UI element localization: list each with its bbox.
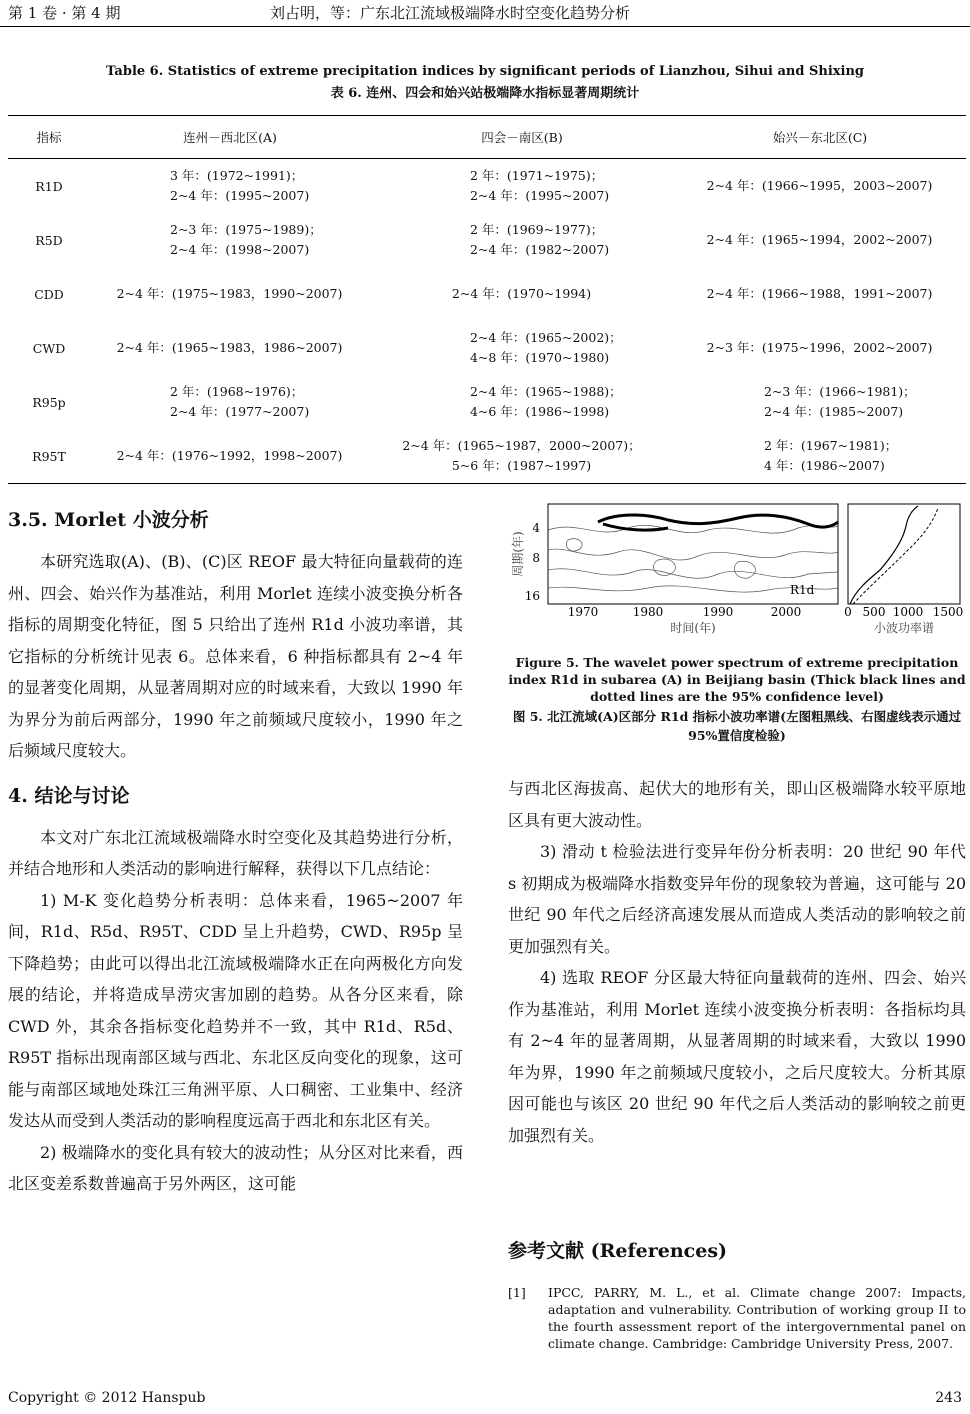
cell-line: 5~6 年：(1987~1997) xyxy=(451,458,592,473)
cell-b xyxy=(370,267,674,321)
cell-line: 2~4 年：(1970~1994) xyxy=(451,286,592,301)
cell-a xyxy=(90,159,370,214)
paragraph: 2) 极端降水的变化具有较大的波动性；从分区对比来看，西北区变差系数普遍高于另外两区，这可能 xyxy=(8,1142,463,1193)
copyright: Copyright © 2012 Hanspub xyxy=(8,1390,206,1406)
cell-line: 2 年：(1967~1981)； xyxy=(763,438,898,453)
cell-line: 2 年：(1968~1976)； xyxy=(170,384,304,399)
wavelet-figure xyxy=(508,500,966,642)
header-rule xyxy=(0,26,970,27)
col-header: 连州－西北区(A) xyxy=(90,116,370,159)
paragraph: 本研究选取(A)、(B)、(C)区 REOF 最大特征向量载荷的连州、四会、始兴作为基准站，利用 Morlet 连续小波变换分析各指标的周期变化特征，图 5 只给出了连州 R1d 小波功率谱，其它指标的分析统计见表 6。总体来看，6 种指标都具有 2~4 年的显著变化周期，从显著周期对应的时域来看，大致以 1990 年为界分为前后两部分，1990 年之前频域尺度较小，1990 年之后频域尺度较大。 xyxy=(8,552,463,760)
cell-line: 2~4 年：(1998~2007) xyxy=(170,242,310,257)
y-tick: 8 xyxy=(532,551,540,565)
cell-line: 2~4 年：(1965~2002)； xyxy=(469,330,622,345)
x-tick: 1980 xyxy=(632,605,664,619)
left-column xyxy=(8,505,463,1200)
cell-line: 2~4 年：(1965~1988)； xyxy=(469,384,622,399)
cell-line: 2~4 年：(1966~1995，2003~2007) xyxy=(706,178,933,193)
page-header xyxy=(0,0,970,30)
paragraph: 1) M-K 变化趋势分析表明：总体来看，1965~2007 年间，R1d、R5d、R95T、CDD 呈上升趋势，CWD、R95p 呈下降趋势；由此可以得出北江流域极端降水正在向两极化方向发展的结论，并将造成旱涝灾害加剧的趋势。从各分区来看，除 CWD 外，其余各指标变化趋势并不一致，其中 R1d、R5d、R95T 指标出现南部区域与西北、东北区反向变化的现象，这可能与南部区域地处珠江三角洲平原、人口稠密、工业集中、经济发达从而受到人类活动的影响程度远高于西北和东北区有关。 xyxy=(8,890,463,1130)
reference-text: IPCC, PARRY, M. L., et al. Climate change 2007: Impacts, adaptation and vulnerability. Contribution of working group II to the fourth assessment report of the intergovernmental panel on climate change. Cambridge: Cambridge University Press, 2007. xyxy=(548,1285,966,1351)
figure-caption-zh: 图 5. 北江流域(A)区部分 R1d 指标小波功率谱(左图粗黑线、右图虚线表示通过 95%置信度检验) xyxy=(512,709,962,743)
col-header: 指标 xyxy=(8,116,90,159)
cell-line: 4 年：(1986~2007) xyxy=(763,458,885,473)
cell-b xyxy=(370,429,674,484)
table-caption-zh: 表 6. 连州、四会和始兴站极端降水指标显著周期统计 xyxy=(330,86,640,101)
index-cell: CWD xyxy=(32,340,66,356)
cell-c xyxy=(674,321,966,375)
index-cell: R95T xyxy=(8,429,90,484)
power-tick: 500 xyxy=(862,605,886,619)
cell-line: 2~4 年：(1975~1983，1990~2007) xyxy=(116,286,343,301)
page-number: 243 xyxy=(935,1390,962,1406)
x-tick: 1970 xyxy=(567,605,599,619)
table-row xyxy=(8,213,966,267)
x-tick: 1990 xyxy=(702,605,734,619)
cell-b xyxy=(370,159,674,214)
paragraph: 本文对广东北江流域极端降水时空变化及其趋势进行分析，并结合地形和人类活动的影响进行解释，获得以下几点结论： xyxy=(8,827,463,878)
cell-a xyxy=(90,213,370,267)
cell-a xyxy=(90,375,370,429)
cell-line: 2~4 年：(1977~2007) xyxy=(170,404,310,419)
index-cell: R5D xyxy=(35,232,63,248)
confidence-curve xyxy=(853,508,938,604)
right-column xyxy=(508,773,966,1151)
cell-line: 2~3 年：(1966~1981)； xyxy=(763,384,916,399)
cell-line: 2~4 年：(1965~1987，2000~2007)； xyxy=(402,438,641,453)
journal-volume: 第 1 卷 · 第 4 期 xyxy=(8,4,121,22)
significance-contour xyxy=(598,515,838,530)
cell-line: 2 年：(1969~1977)； xyxy=(469,222,604,237)
references-heading: 参考文献 (References) xyxy=(508,1240,728,1262)
cell-b xyxy=(370,321,674,375)
cell-line: 2 年：(1971~1975)； xyxy=(469,168,604,183)
paragraph: 3) 滑动 t 检验法进行变异年份分析表明：20 世纪 90 年代 s 初期成为极端降水指数变异年份的现象较为普遍，这可能与 20 世纪 90 年代之后经济高速发展从而造成人类活动的影响较之前更加强烈有关。 xyxy=(508,842,966,956)
table-row xyxy=(8,159,966,214)
x-tick: 2000 xyxy=(770,605,802,619)
col-header: 始兴－东北区(C) xyxy=(674,116,966,159)
reference-number: [1] xyxy=(508,1285,526,1300)
cell-line: 2~4 年：(1966~1988，1991~2007) xyxy=(706,286,933,301)
cell-line: 3 年：(1972~1991)； xyxy=(170,168,304,183)
table-caption-en: Table 6. Statistics of extreme precipitation indices by significant periods of Lianzhou, Sihui and Shixing xyxy=(106,64,864,79)
cell-line: 4~6 年：(1986~1998) xyxy=(469,404,610,419)
cell-line: 2~4 年：(1995~2007) xyxy=(170,188,310,203)
cell-a xyxy=(90,321,370,375)
cell-line: 2~4 年：(1976~1992，1998~2007) xyxy=(116,448,343,463)
col-header: 四会－南区(B) xyxy=(370,116,674,159)
cell-line: 2~4 年：(1965~1994，2002~2007) xyxy=(706,232,933,247)
power-tick: 1000 xyxy=(892,605,924,619)
table-row xyxy=(8,267,966,321)
cell-c xyxy=(674,267,966,321)
x-axis-label: 时间(年) xyxy=(670,621,716,635)
stats-table xyxy=(8,115,966,484)
index-cell: R1D xyxy=(35,178,63,194)
paragraph: 4) 选取 REOF 分区最大特征向量载荷的连州、四会、始兴作为基准站，利用 Morlet 连续小波变换分析表明：各指标均具有 2~4 年的显著周期，从显著周期的时域来看，大致以 1990 年为界，1990 年之前频域尺度较小，之后尺度较大。分析其原因可能也与该区 20 世纪 90 年代之后人类活动的影响较之前更加强烈有关。 xyxy=(508,968,966,1145)
y-tick: 4 xyxy=(532,521,540,535)
cell-line: 2~4 年：(1985~2007) xyxy=(763,404,904,419)
table-header-row xyxy=(8,116,966,159)
cell-c xyxy=(674,429,966,484)
cell-c xyxy=(674,159,966,214)
cell-line: 2~3 年：(1975~1996，2002~2007) xyxy=(706,340,933,355)
section-heading: 3.5. Morlet 小波分析 xyxy=(8,509,209,531)
cell-line: 2~4 年：(1982~2007) xyxy=(469,242,610,257)
index-cell: CDD xyxy=(34,286,64,302)
y-axis-label: 周期(年) xyxy=(511,531,525,577)
series-label: R1d xyxy=(790,583,815,597)
cell-a xyxy=(90,429,370,484)
table-row xyxy=(8,321,966,375)
paragraph: 与西北区海拔高、起伏大的地形有关，即山区极端降水较平原地区具有更大波动性。 xyxy=(508,779,966,830)
cell-b xyxy=(370,375,674,429)
power-axis-label: 小波功率谱 xyxy=(873,621,935,635)
cell-c xyxy=(674,375,966,429)
cell-line: 2~4 年：(1995~2007) xyxy=(469,188,610,203)
table-row xyxy=(8,429,966,484)
cell-line: 2~3 年：(1975~1989)； xyxy=(170,222,322,237)
power-curve xyxy=(850,506,918,604)
running-title: 刘占明，等：广东北江流域极端降水时空变化趋势分析 xyxy=(270,4,631,22)
figure-caption-en: Figure 5. The wavelet power spectrum of extreme precipitation index R1d in subarea (A) in Beijiang basin (Thick black lines and dotted lines are the 95% confidence level) xyxy=(508,655,966,704)
power-tick: 0 xyxy=(844,605,852,619)
cell-c xyxy=(674,213,966,267)
y-tick: 16 xyxy=(524,589,540,603)
section-heading: 4. 结论与讨论 xyxy=(8,784,130,807)
cell-line: 2~4 年：(1965~1983，1986~2007) xyxy=(116,340,343,355)
cell-line: 4~8 年：(1970~1980) xyxy=(469,350,610,365)
cell-a xyxy=(90,267,370,321)
index-cell: R95p xyxy=(32,394,66,410)
table-row xyxy=(8,375,966,429)
cell-b xyxy=(370,213,674,267)
power-tick: 1500 xyxy=(932,605,964,619)
